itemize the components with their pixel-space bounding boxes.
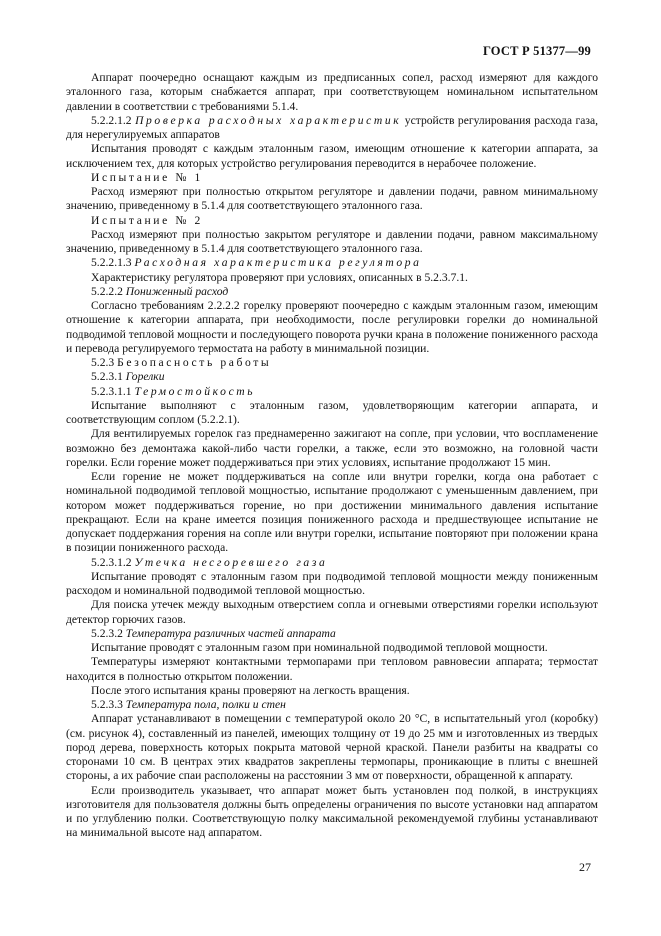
document-body (66, 71, 598, 841)
paragraph: После этого испытания краны проверяют на легкость вращения. (91, 683, 410, 697)
paragraph: Для поиска утечек между выходным отверстием сопла и огневыми отверстиями горелки используют детектор горючих газов. (66, 598, 598, 626)
paragraph: Аппарат устанавливают в помещении с температурой около 20 °С, в испытательный угол (коробку) (см. рисунок 4), составленный из панелей, имеющих толщину от 19 до 25 мм и изготовленных из твердых пород дерева, поверхность которых покрыта матовой черной краской. Панели разбиты на квадраты со сторонами 10 см. В центрах этих квадратов закреплены термопары, проникающие в плиты с внешней стороны, а их рабочие спаи расположены на расстоянии 3 мм от поверхности, обращенной к аппарату. (66, 712, 598, 783)
page-number: 27 (579, 860, 591, 874)
paragraph: Испытания проводят с каждым эталонным газом, имеющим отношение к категории аппарата, за исключением тех, для которых устройство регулирования переводится в нерабочее положение. (66, 142, 598, 170)
section-heading: 5.2.3.1 Горелки (91, 370, 165, 384)
section-heading: 5.2.3 Безопасность работы (91, 356, 272, 369)
section-title: Проверка расходных характеристик (135, 113, 402, 127)
section-heading: 5.2.3.1.2 Утечка несгоревшего газа (91, 555, 328, 569)
test-heading: Испытание № 2 (91, 213, 203, 227)
paragraph: Температуры измеряют контактными термопарами при тепловом равновесии аппарата; термостат находится в полностью открытом положении. (66, 655, 598, 683)
paragraph: Характеристику регулятора проверяют при условиях, описанных в 5.2.3.7.1. (91, 270, 468, 284)
paragraph: Если горение не может поддерживаться на сопле или внутри горелки, когда она работает с номинальной подводимой тепловой мощностью, испытание продолжают с уменьшенным давлением, при котором может поддерживаться горение, но при достижении минимального давления испытание прекращают. Если на кране имеется позиция пониженного расхода и предшествующее испытание не допускает поддержания горения на сопле или внутри горелки, испытание повторяют при положении крана в позиции пониженного расхода. (66, 470, 598, 555)
section-heading: 5.2.2.2 Пониженный расход (91, 284, 229, 298)
test-heading: Испытание № 1 (91, 170, 203, 184)
section-title: Безопасность работы (117, 356, 272, 369)
section-title: Расходная характеристика регулятора (134, 256, 422, 270)
section-heading: 5.2.2.1.2 Проверка расходных характеристик устройств регулирования расхода газа, для нерегулируемых аппаратов (66, 113, 598, 141)
section-heading: 5.2.3.3 Температура пола, полки и стен (91, 698, 286, 711)
paragraph: Расход измеряют при полностью закрытом регуляторе и давлении подачи, равном максимальному значению, приведенному в 5.1.4 для соответствующего эталонного газа. (66, 227, 598, 255)
paragraph: Если производитель указывает, что аппарат может быть установлен под полкой, в инструкциях изготовителя для пользователя должны быть определены ограничения по высоте установки над аппаратом и по углублению полки. Соответствующую полку максимальной рекомендуемой глубины устанавливают на минимальной высоте над аппаратом. (66, 783, 598, 840)
paragraph: Аппарат поочередно оснащают каждым из предписанных сопел, расход измеряют для каждого эталонного газа, которым снабжается аппарат, при соответствующем номинальном испытательном давлении в соответствии с требованиями 5.1.4. (66, 71, 598, 113)
standard-header: ГОСТ Р 51377—99 (482, 44, 591, 58)
paragraph: Испытание выполняют с эталонным газом, удовлетворяющим категории аппарата, и соответствующим соплом (5.2.2.1). (66, 398, 598, 426)
section-heading: 5.2.2.1.3 Расходная характеристика регулятора (91, 256, 422, 270)
paragraph: Испытание проводят с эталонным газом при номинальной подводимой тепловой мощности. (91, 641, 548, 654)
section-title: Пониженный расход (125, 284, 229, 298)
section-title: Температура пола, полки и стен (125, 698, 286, 711)
section-title: Термостойкость (134, 384, 256, 398)
section-title: Температура различных частей аппарата (125, 626, 336, 640)
section-heading: 5.2.3.2 Температура различных частей аппарата (91, 626, 336, 640)
section-heading: 5.2.3.1.1 Термостойкость (91, 384, 256, 398)
paragraph: Для вентилируемых горелок газ преднамеренно зажигают на сопле, при условии, что воспламенение возможно без демонтажа какой-либо части горелки, а также, если это возможно, на головной части горелки. Если горение может поддерживаться при этих условиях, испытание продолжают 15 мин. (66, 427, 598, 469)
paragraph: Расход измеряют при полностью открытом регуляторе и давлении подачи, равном минимальному значению, приведенному в 5.1.4 для соответствующего эталонного газа. (66, 185, 598, 213)
paragraph: Согласно требованиям 2.2.2.2 горелку проверяют поочередно с каждым эталонным газом, имеющим отношение к категории аппарата, при необходимости, после регулировки горелки до номинальной подводимой тепловой мощности и последующего поворота ручки крана в положение пониженного расхода и перевода регулируемого термостата на работу в минимальной позиции. (66, 299, 598, 355)
section-title: Утечка несгоревшего газа (134, 555, 328, 569)
section-title: Горелки (125, 370, 165, 384)
paragraph: Испытание проводят с эталонным газом при подводимой тепловой мощности между пониженным расходом и номинальной подводимой тепловой мощностью. (66, 569, 598, 597)
